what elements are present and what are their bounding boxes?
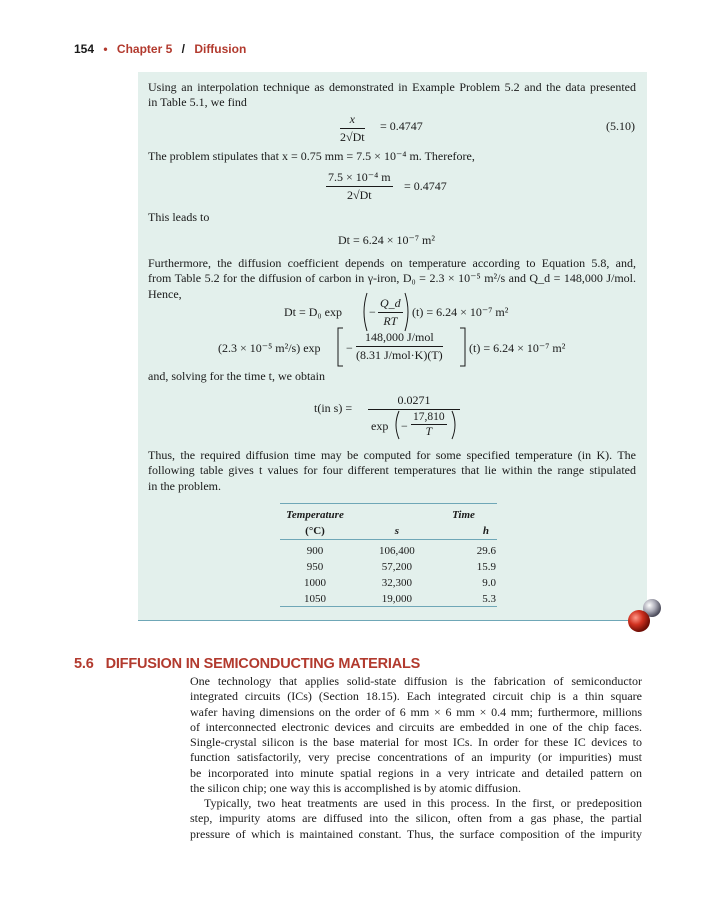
- cell-temperature: 900: [306, 545, 324, 557]
- section-title: DIFFUSION IN SEMICONDUCTING MATERIALS: [105, 656, 421, 672]
- paragraph-line: of interconnected electronic devices and circuits are embedded in one of the chip faces.: [190, 719, 642, 734]
- equation-5-10-fraction: [340, 112, 365, 145]
- cell-hours: 9.0: [482, 577, 496, 589]
- section-heading: [74, 656, 420, 672]
- furthermore-line: Hence,: [148, 286, 182, 301]
- equation-6-lhs: t(in s) =: [314, 401, 353, 415]
- diffusion-time-table: [280, 503, 497, 607]
- paragraph-line: Single-crystal silicon is the base material for most ICs. In order for these IC devices to: [190, 735, 642, 750]
- eq-denominator: 2√Dt: [347, 188, 372, 202]
- paragraph-line: wafer having dimensions on the order of 6 mm × 6 mm × 0.4 mm; furthermore, millions: [190, 704, 642, 719]
- chapter-topic: Diffusion: [194, 42, 247, 56]
- table-row: [280, 559, 497, 575]
- left-parenthesis: [392, 410, 400, 440]
- unit-seconds: s: [394, 525, 400, 537]
- fraction-bar: [368, 409, 460, 410]
- cell-hours: 5.3: [482, 593, 496, 605]
- example-box-bottom-rule: [138, 620, 647, 621]
- cell-seconds: 106,400: [379, 545, 415, 557]
- conclusion-line: Thus, the required diffusion time may be computed for some specified temperature (in K). The: [148, 448, 636, 462]
- paragraph-line: be incorporated into minute spatial regions in a very intricate and detailed pattern on: [190, 765, 642, 780]
- header-temperature: Temperature: [286, 509, 344, 521]
- intro-line: in Table 5.1, we find: [148, 95, 247, 110]
- cell-seconds: 32,300: [381, 577, 413, 589]
- intro-line: Using an interpolation technique as demonstrated in Example Problem 5.2 and the data presented: [148, 80, 636, 94]
- cell-temperature: 1050: [304, 593, 326, 605]
- left-bracket: [336, 327, 344, 367]
- cell-seconds: 57,200: [381, 561, 413, 573]
- table-units-row: [280, 523, 497, 539]
- minus-sign: −: [401, 419, 408, 433]
- stipulation-text: The problem stipulates that x = 0.75 mm = 7.5 × 10⁻⁴ m. Therefore,: [148, 149, 475, 163]
- equation-5-fraction: [356, 330, 443, 363]
- right-bracket: [459, 327, 467, 367]
- left-parenthesis: [360, 292, 368, 332]
- paragraph-line: the silicon chip; one way this is accomplished is by atomic diffusion.: [190, 781, 522, 796]
- paragraph-line: Typically, two heat treatments are used in this process. In the first, or predeposition: [204, 796, 642, 810]
- table-row: [280, 539, 497, 559]
- equation-6-numerator: 0.0271: [397, 393, 431, 407]
- eq-denominator: (8.31 J/mol·K)(T): [356, 348, 443, 362]
- unit-hours: h: [482, 525, 489, 537]
- minus-sign: −: [369, 305, 376, 319]
- right-parenthesis: [451, 410, 459, 440]
- eq-denominator: T: [425, 426, 433, 438]
- intro-paragraph: [148, 80, 636, 111]
- minus-sign: −: [346, 341, 353, 355]
- page-number: 154: [74, 42, 95, 56]
- paragraph-line: One technology that applies solid-state diffusion is the fabrication of semiconductor: [190, 674, 642, 688]
- unit-temperature: (°C): [305, 525, 325, 537]
- equation-4-rhs: (t) = 6.24 × 10⁻⁷ m²: [412, 305, 509, 319]
- paragraph-line: step, impurity atoms are diffused into the silicon, often from a gas phase, the partial: [190, 811, 642, 826]
- molecule-icon: [626, 597, 666, 637]
- paragraph-line: integrated circuits (ICs) (Section 18.15). Each integrated circuit chip is a thin square: [190, 689, 642, 704]
- leads-to-text: This leads to: [148, 210, 210, 224]
- cell-hours: 15.9: [476, 561, 496, 573]
- equation-3: Dt = 6.24 × 10⁻⁷ m²: [338, 233, 435, 247]
- table-row: [280, 575, 497, 591]
- equation-5-rhs: (t) = 6.24 × 10⁻⁷ m²: [469, 341, 566, 355]
- furthermore-paragraph: [148, 256, 636, 302]
- paragraph-2: [190, 796, 642, 842]
- header-time: Time: [452, 509, 475, 521]
- equation-4-lhs: Dt = D₀ exp: [284, 305, 342, 319]
- conclusion-line: following table gives t values for four different temperatures that lie within the range stipulated: [148, 463, 636, 478]
- cell-temperature: 950: [306, 561, 324, 573]
- eq-denominator: RT: [383, 314, 398, 328]
- paragraph-1: [190, 674, 642, 796]
- conclusion-paragraph: [148, 448, 636, 494]
- equation-5-lhs: (2.3 × 10⁻⁵ m²/s) exp: [218, 341, 321, 355]
- right-parenthesis: [404, 292, 412, 332]
- equation-5-10-rhs: = 0.4747: [380, 119, 423, 133]
- bullet-separator: •: [103, 42, 108, 56]
- paragraph-line: function satisfactorily, very precise concentrations of an impurity (or impurities) must: [190, 750, 642, 765]
- table-header-row: [280, 503, 497, 523]
- eq-numerator: Q_d: [378, 296, 403, 313]
- eq-numerator: 148,000 J/mol: [356, 330, 443, 347]
- eq-denominator: 2√Dt: [340, 130, 365, 144]
- cell-seconds: 19,000: [381, 593, 413, 605]
- equation-2-fraction: [326, 170, 393, 203]
- paragraph-line: pressure of which is maintained constant. Thus, the surface composition of the impurity: [190, 826, 642, 841]
- equation-6-inner-fraction: [411, 411, 447, 438]
- eq-numerator: 17,810: [413, 411, 445, 423]
- cell-temperature: 1000: [304, 577, 326, 589]
- cell-hours: 29.6: [476, 545, 496, 557]
- section-number: 5.6: [74, 656, 94, 672]
- equation-number: (5.10): [606, 119, 635, 133]
- furthermore-line: Furthermore, the diffusion coefficient depends on temperature according to Equation 5.8, and,: [148, 256, 636, 270]
- running-head: [74, 42, 246, 56]
- eq-numerator: 7.5 × 10⁻⁴ m: [326, 170, 393, 187]
- furthermore-line: from Table 5.2 for the diffusion of carbon in γ-iron, D₀ = 2.3 × 10⁻⁵ m²/s and Q_d = 148,000 J/mol.: [148, 271, 636, 286]
- exp-label: exp: [371, 419, 389, 433]
- eq-numerator: x: [340, 112, 365, 129]
- equation-2-rhs: = 0.4747: [404, 179, 447, 193]
- slash-separator: /: [181, 42, 185, 56]
- table-row: [280, 591, 497, 607]
- equation-4-fraction: [378, 296, 403, 329]
- conclusion-line: in the problem.: [148, 478, 221, 493]
- solving-text: and, solving for the time t, we obtain: [148, 369, 325, 383]
- chapter-label: Chapter 5: [116, 42, 173, 56]
